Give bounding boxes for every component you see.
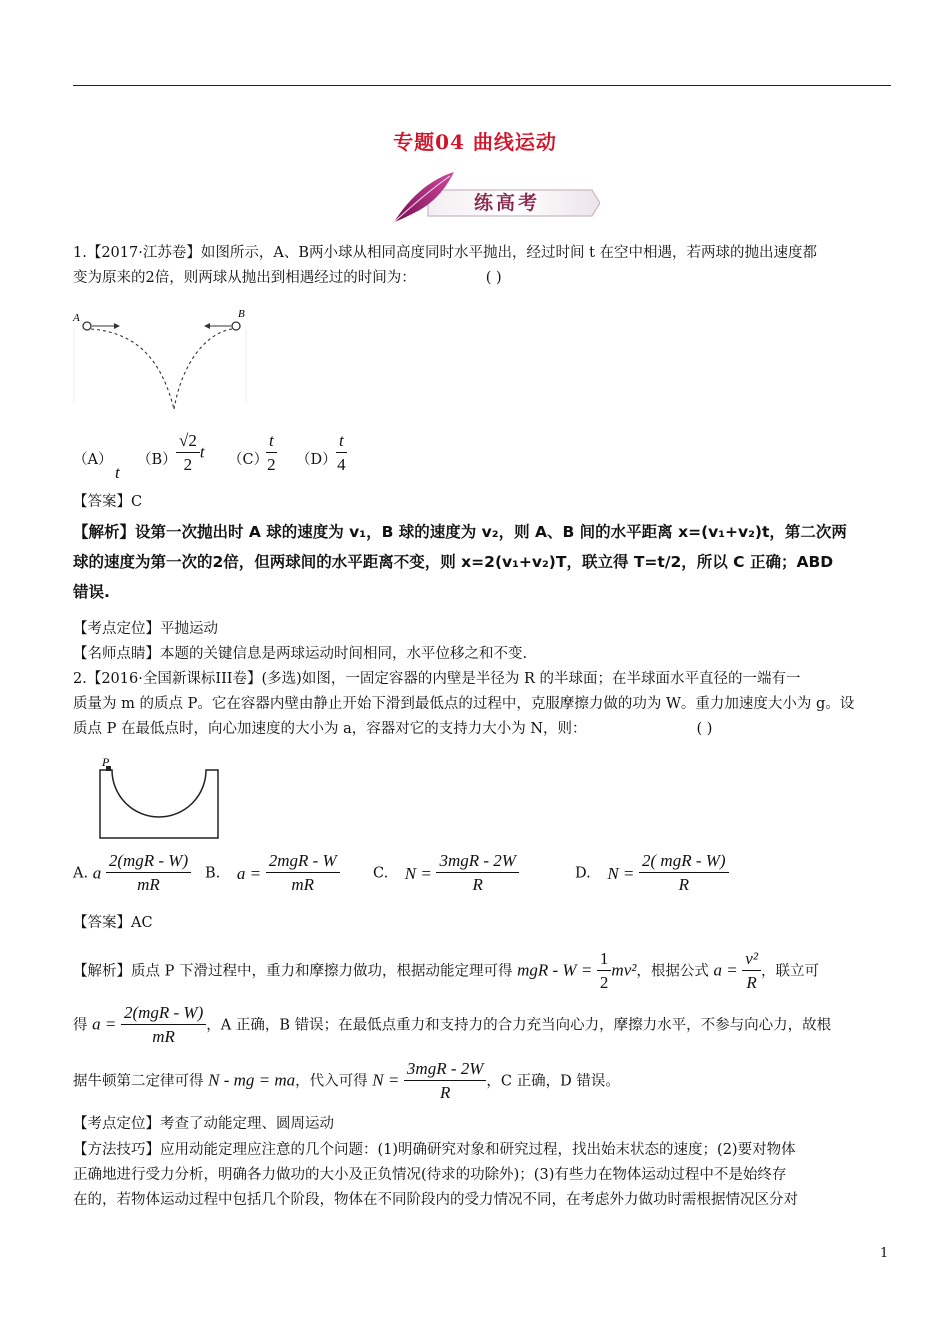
q2-bracket: ( )	[696, 721, 713, 737]
q2-point: 【考点定位】考查了动能定理、圆周运动	[73, 1116, 334, 1132]
page-title: 专题04 曲线运动	[393, 130, 557, 154]
q1-stem	[73, 241, 893, 291]
page-number: 1	[880, 1246, 889, 1261]
q1-option-c-label: （C）	[228, 452, 269, 468]
q1-option-a-label: （A）	[73, 452, 113, 468]
q2-stem-line3: 质点 P 在最低点时，向心加速度的大小为 a，容器对它的支持力大小为 N，则： ( )	[73, 721, 713, 737]
q2-method-tips	[73, 1138, 893, 1213]
q2-skill-line1: 【方法技巧】应用动能定理应注意的几个问题：(1)明确研究对象和研究过程，找出始末状态的速度；(2)要对物体	[73, 1142, 796, 1158]
q2-answer: 【答案】AC	[73, 915, 153, 931]
header-rule	[73, 85, 891, 86]
q1-option-d-value: $\frac{t}{4}$	[337, 431, 346, 474]
banner-label: 练高考	[474, 192, 541, 214]
q1-bracket: ( )	[485, 270, 502, 286]
q2-fig-label-p: P	[102, 758, 110, 769]
q2-option-d: D. N = $\frac{\text{2( mgR - W)}}{R}$	[575, 850, 729, 897]
q1-figure-trajectory	[70, 303, 252, 413]
q1-stem-line2: 变为原来的2倍，则两球从抛出到相遇经过的时间为： ( )	[73, 270, 502, 286]
q1-point: 【考点定位】平抛运动	[73, 621, 218, 637]
q2-option-b: B. a = $\frac{\text{2mgR - W}}{mR}$	[205, 850, 340, 897]
q2-analysis-line3: 据牛顿第二定律可得 N - mg = ma，代入可得 N = $\frac{\text{3mgR - 2W}}{R}$ ，C 正确，D 错误。	[73, 1059, 620, 1102]
q1-option-a-value: t	[115, 463, 120, 482]
q2-analysis-line1: 【解析】质点 P 下滑过程中，重力和摩擦力做功，根据动能定理可得 mgR - W = $\frac{1}{2}$ mv²，根据公式 a = $\frac{\text{v²}}{R}$ ，联立可	[73, 949, 819, 992]
q1-option-c-value: $\frac{t}{2}$	[267, 431, 276, 474]
q1-fig-label-a: A	[73, 312, 80, 324]
q2-stem-line2: 质量为 m 的质点 P。它在容器内壁由静止开始下滑到最低点的过程中，克服摩擦力做的功为 W。重力加速度大小为 g。设	[73, 696, 855, 712]
q2-skill-line3: 在的，若物体运动过程中包括几个阶段，物体在不同阶段内的受力情况不同，在考虑外力做功时需根据情况区分对	[73, 1192, 798, 1208]
q1-fig-label-b: B	[238, 308, 245, 320]
q1-teacher-tip: 【名师点睛】本题的关键信息是两球运动时间相同，水平位移之和不变.	[73, 646, 528, 662]
q1-option-d-label: （D）	[296, 452, 337, 468]
q1-answer: 【答案】C	[73, 494, 143, 510]
q2-analysis-line2: 得 a = $\frac{\text{2(mgR - W)}}{mR}$ ，A 正确，B 错误；在最低点重力和支持力的合力充当向心力，摩擦力水平，不参与向心力，故根	[73, 1003, 832, 1046]
q1-analysis-line2: 球的速度为第一次的2倍，但两球间的水平距离不变，则 x=2(v₁+v₂)T，联立得 T=t/2，所以 C 正确；ABD	[73, 553, 834, 571]
q1-option-b-value: $\frac{√2}{2}$ t	[176, 430, 205, 477]
q1-analysis-line3: 错误.	[73, 583, 110, 601]
q2-figure-hemisphere	[94, 758, 224, 842]
q2-stem-line1: 2.【2016·全国新课标III卷】(多选)如图，一固定容器的内壁是半径为 R 的半球面；在半球面水平直径的一端有一	[73, 671, 801, 687]
q1-analysis-line1: 【解析】设第一次抛出时 A 球的速度为 v₁，B 球的速度为 v₂，则 A、B 间的水平距离 x=(v₁+v₂)t，第二次两	[73, 523, 847, 541]
q2-option-a: A. a $\frac{\text{2(mgR - W)}}{mR}$	[73, 850, 191, 897]
q1-option-b-label: （B）	[137, 452, 177, 468]
q1-stem-line1: 1.【2017·江苏卷】如图所示，A、B两小球从相同高度同时水平抛出，经过时间 t 在空中相遇，若两球的抛出速度都	[73, 245, 818, 261]
q2-option-c: C. N = $\frac{\text{3mgR - 2W}}{R}$	[373, 850, 519, 897]
q2-stem	[73, 667, 893, 742]
q2-skill-line2: 正确地进行受力分析，明确各力做功的大小及正负情况(待求的功除外)；(3)有些力在物体运动过程中不是始终存	[73, 1167, 787, 1183]
q1-analysis	[73, 517, 893, 607]
